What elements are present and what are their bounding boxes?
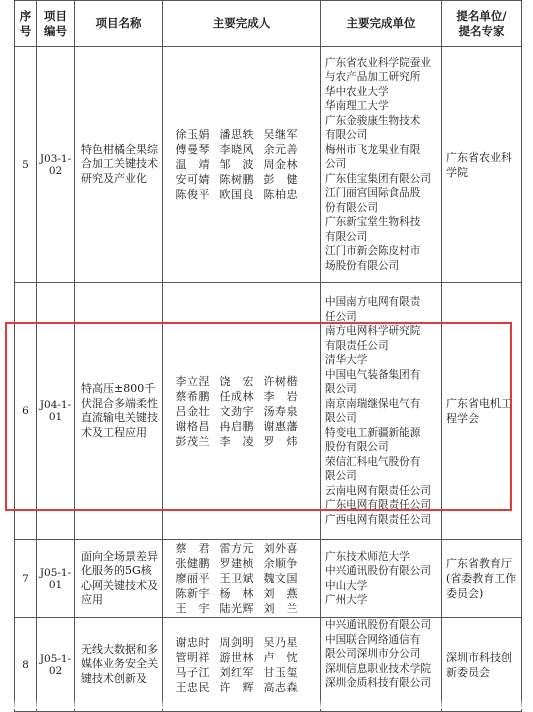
- unit-line: 深圳信息职业技术学院: [325, 662, 431, 675]
- project-name: 面向全场景差异化服务的5G核心网关键技术及应用: [81, 549, 158, 606]
- person-name: 管明祥: [175, 650, 210, 664]
- project-code: J03-1-02: [37, 47, 75, 283]
- person-name: 彭 健: [263, 173, 298, 186]
- person-name: 廖丽平: [175, 572, 210, 585]
- unit-line: 南方电网科学研究院: [325, 325, 421, 337]
- unit-line: 中兴通讯股份有限公司: [325, 565, 431, 577]
- unit-line: 清华大学: [325, 354, 368, 366]
- row-number: 5: [15, 47, 37, 283]
- unit-line: 南京南瑞继保电气有: [325, 397, 421, 410]
- person-name: 刘 燕: [263, 587, 298, 600]
- person-name: 卢 忱: [263, 650, 298, 664]
- people-cell: [163, 283, 321, 540]
- person-name: 文劲宇: [219, 404, 254, 418]
- person-name: 余元善: [263, 143, 298, 156]
- unit-line: 有限公司: [325, 230, 368, 243]
- person-name: 温 靖: [175, 158, 210, 171]
- award-table: [14, 0, 522, 712]
- people-cell: [163, 47, 321, 283]
- table-row: [15, 283, 522, 540]
- header-people: [163, 1, 321, 47]
- header-label: 提名单位/ 提名专家: [456, 8, 507, 38]
- unit-line: 广东金骏康生物技术: [325, 114, 421, 127]
- project-name-cell: [75, 540, 163, 618]
- project-name-cell: [75, 283, 163, 540]
- person-name: 陈柏忠: [263, 188, 298, 201]
- unit-line: 云南电网有限责任公司: [325, 484, 431, 497]
- person-name: 张健鹏: [175, 557, 210, 570]
- row-number: 7: [15, 540, 37, 618]
- bottom-fade: [0, 699, 533, 709]
- nominator: 广东省农业科学院: [442, 47, 522, 283]
- person-name: 王卫斌: [219, 572, 254, 585]
- person-name: 雷方元: [219, 542, 254, 555]
- person-name: 杨 林: [219, 587, 254, 600]
- people-grid: [163, 127, 320, 202]
- person-name: 吴乃星: [263, 635, 298, 649]
- people-grid: [163, 374, 320, 449]
- unit-line: 股份有限公司: [325, 441, 389, 453]
- unit-line: 深圳金质科技有限公司: [325, 677, 431, 689]
- unit-line: 有限公司: [325, 129, 368, 142]
- project-name-cell: [75, 47, 163, 283]
- person-name: 罗建桢: [219, 557, 254, 570]
- unit-line: 中山大学: [325, 579, 368, 592]
- unit-line: 广东新宝堂生物科技: [325, 216, 421, 229]
- person-name: 游世林: [219, 650, 254, 664]
- person-name: 彭茂兰: [175, 434, 210, 448]
- person-name: 余顺争: [263, 557, 298, 570]
- unit-line: 有限责任公司: [325, 339, 389, 352]
- person-name: 谢格昌: [175, 419, 210, 433]
- unit-line: 中国电气装备集团有: [325, 368, 421, 381]
- nominator: 广东省电机工程学会: [442, 283, 522, 540]
- person-name: 饶 宏: [219, 374, 254, 388]
- unit-line: 江门丽宫国际食品股: [325, 187, 421, 200]
- unit-line: 限公司: [325, 412, 357, 424]
- project-code: J05-1-02: [37, 618, 75, 712]
- person-name: 王 宇: [175, 602, 210, 615]
- project-name: 无线大数据和多媒体业务安全关键技术创新及: [81, 642, 158, 685]
- unit-line: 中兴通讯股份有限公司: [325, 619, 431, 631]
- person-name: 李 岩: [263, 389, 298, 403]
- people-grid: [163, 541, 320, 616]
- person-name: 蔡 君: [175, 542, 210, 555]
- units-cell: [321, 618, 442, 712]
- header-label: 主要完成单位: [346, 16, 416, 30]
- unit-line: 限公司深圳市分公司: [325, 648, 421, 660]
- unit-line: 限公司: [325, 470, 357, 482]
- person-name: 邹 波: [219, 158, 254, 171]
- person-name: 甘玉玺: [263, 665, 298, 679]
- unit-line: 华南理工大学: [325, 100, 389, 113]
- person-name: 汤寿泉: [263, 404, 298, 418]
- table-row: [15, 540, 522, 618]
- person-name: 李立涅: [175, 374, 210, 388]
- person-name: 刘外喜: [263, 542, 298, 555]
- table-header-row: [15, 1, 522, 47]
- nominator: 广东省教育厅(省委教育工作委员会): [442, 540, 522, 618]
- person-name: 潘思轶: [219, 128, 254, 141]
- person-name: 徐玉娟: [175, 128, 210, 141]
- project-code: J04-1-01: [37, 283, 75, 540]
- person-name: 安可婧: [175, 173, 210, 186]
- person-name: 陈俊平: [175, 188, 210, 201]
- person-name: 魏文国: [263, 572, 298, 585]
- person-name: 高志森: [263, 680, 298, 694]
- table-row: [15, 618, 522, 712]
- project-name-cell: [75, 618, 163, 712]
- header-project-name: [75, 1, 163, 47]
- unit-line: 中国南方电网有限责: [325, 296, 421, 308]
- unit-line: 广东佳宝集团有限公司: [325, 172, 431, 185]
- unit-line: 公司: [325, 158, 347, 171]
- person-name: 许 辉: [219, 680, 254, 694]
- unit-line: 份有限公司: [325, 201, 378, 214]
- unit-line: 广州大学: [325, 594, 368, 606]
- header-nominator: [442, 1, 522, 47]
- project-name: 特高压±800千伏混合多端柔性直流输电关键技术及工程应用: [81, 382, 158, 439]
- unit-line: 梅州市飞龙果业有限: [325, 143, 421, 156]
- project-code: J05-1-01: [37, 540, 75, 618]
- person-name: 刘红军: [219, 665, 254, 679]
- units-cell: [321, 540, 442, 618]
- project-name: 特色柑橘全果综合加工关键技术研究及产业化: [81, 142, 158, 185]
- person-name: 任成林: [219, 389, 254, 403]
- people-cell: [163, 618, 321, 712]
- units-cell: [321, 47, 442, 283]
- unit-line: 任公司: [325, 310, 357, 323]
- person-name: 欧国良: [219, 188, 254, 201]
- person-name: 王忠民: [175, 680, 210, 694]
- people-cell: [163, 540, 321, 618]
- people-grid: [163, 635, 320, 695]
- person-name: 陈新宇: [175, 587, 210, 600]
- person-name: 陈树鹏: [219, 173, 254, 186]
- unit-line: 广东技术师范大学: [325, 550, 410, 563]
- person-name: 罗 炜: [263, 434, 298, 448]
- header-index: [15, 1, 37, 47]
- person-name: 李 凌: [219, 434, 254, 448]
- unit-line: 与农产品加工研究所: [325, 71, 421, 84]
- header-label: 主要完成人: [212, 16, 271, 30]
- unit-line: 华中农业大学: [325, 85, 389, 98]
- table-row: [15, 47, 522, 283]
- person-name: 吴继军: [263, 128, 298, 141]
- person-name: 马子江: [175, 665, 210, 679]
- units-cell: [321, 283, 442, 540]
- row-number: 6: [15, 283, 37, 540]
- header-label: 项目名称: [95, 16, 142, 30]
- person-name: 李晓风: [219, 143, 254, 156]
- person-name: 刘 兰: [263, 602, 298, 615]
- header-code: [37, 1, 75, 47]
- header-units: [321, 1, 442, 47]
- unit-line: 中国联合网络通信有: [325, 633, 421, 646]
- header-label: 序 号: [19, 8, 32, 38]
- person-name: 陆光辉: [219, 602, 254, 615]
- unit-line: 荣信汇科电气股份有: [325, 455, 421, 468]
- unit-line: 场股份有限公司: [325, 259, 400, 272]
- row-number: 8: [15, 618, 37, 712]
- person-name: 许树楷: [263, 374, 298, 388]
- person-name: 周金林: [263, 158, 298, 171]
- unit-line: 广东电网有限责任公司: [325, 499, 431, 511]
- nominator: 深圳市科技创新委员会: [442, 618, 522, 712]
- unit-line: 特变电工新疆新能源: [325, 426, 421, 439]
- unit-line: 广西电网有限责任公司: [325, 513, 431, 526]
- person-name: 谢忠时: [175, 635, 210, 649]
- person-name: 吕金壮: [175, 404, 210, 418]
- person-name: 谢惠藩: [263, 419, 298, 433]
- person-name: 冉启鹏: [219, 419, 254, 433]
- unit-line: 广东省农业科学院蚕业: [325, 56, 431, 69]
- person-name: 蔡希鹏: [175, 389, 210, 403]
- person-name: 周剑明: [219, 635, 254, 649]
- person-name: 傅曼琴: [175, 143, 210, 156]
- unit-line: 限公司: [325, 383, 357, 395]
- header-label: 项目 编号: [44, 8, 67, 38]
- unit-line: 江门市新会陈皮村市: [325, 245, 421, 258]
